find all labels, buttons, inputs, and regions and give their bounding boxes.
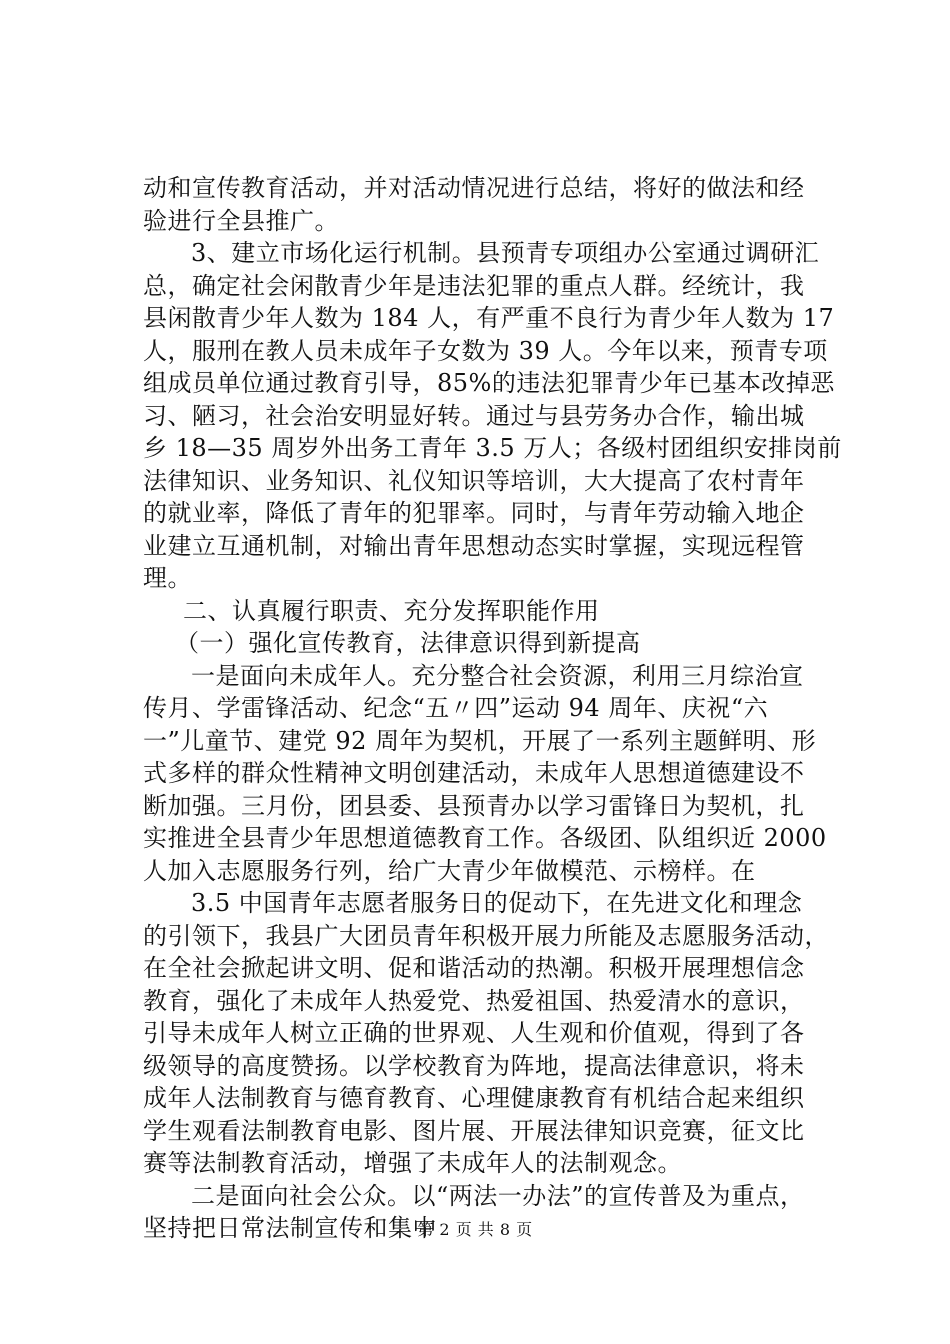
text-line: 动和宣传教育活动，并对活动情况进行总结，将好的做法和经	[143, 174, 805, 202]
text-line: 二是面向社会公众。以“两法一办法”的宣传普及为重点，	[191, 1181, 805, 1210]
section-heading: 二、认真履行职责、充分发挥职能作用	[183, 596, 600, 625]
subsection-heading: （一）强化宣传教育，法律意识得到新提高	[175, 629, 641, 657]
text-line: 教育，强化了未成年人热爱党、热爱祖国、热爱清水的意识，	[143, 986, 805, 1015]
text-line: 法律知识、业务知识、礼仪知识等培训，大大提高了农村青年	[143, 466, 805, 495]
text-line: 一是面向未成年人。充分整合社会资源，利用三月综治宣	[191, 661, 804, 690]
text-line: 乡 18—35 周岁外出务工青年 3.5 万人；各级村团组织安排岗前	[143, 434, 842, 462]
text-line: 3、建立市场化运行机制。县预青专项组办公室通过调研汇	[191, 239, 820, 267]
text-line: 组成员单位通过教育引导，85%的违法犯罪青少年已基本改掉恶	[143, 369, 835, 397]
text-line: 学生观看法制教育电影、图片展、开展法律知识竞赛，征文比	[143, 1116, 805, 1145]
text-line: 传月、学雷锋活动、纪念“五〃四”运动 94 周年、庆祝“六	[143, 694, 769, 722]
text-line: 成年人法制教育与德育教育、心理健康教育有机结合起来组织	[143, 1084, 805, 1112]
text-line: 在全社会掀起讲文明、促和谐活动的热潮。积极开展理想信念	[143, 954, 805, 982]
text-line: 理。	[143, 564, 192, 592]
text-line: 坚持把日常法制宣传和集中	[143, 1214, 437, 1242]
text-line: 赛等法制教育活动，增强了未成年人的法制观念。	[143, 1149, 682, 1177]
text-line: 级领导的高度赞扬。以学校教育为阵地，提高法律意识，将未	[143, 1051, 805, 1080]
text-line: 的就业率，降低了青年的犯罪率。同时，与青年劳动输入地企	[143, 499, 805, 527]
page-number-footer: 第 2 页 共 8 页	[417, 1220, 533, 1239]
text-line: 习、陋习，社会治安明显好转。通过与县劳务办合作，输出城	[143, 401, 805, 430]
text-line: 式多样的群众性精神文明创建活动，未成年人思想道德建设不	[143, 759, 805, 787]
text-line: 验进行全县推广。	[143, 206, 339, 235]
text-line: 一”儿童节、建党 92 周年为契机，开展了一系列主题鲜明、形	[143, 726, 817, 755]
text-line: 县闲散青少年人数为 184 人，有严重不良行为青少年人数为 17	[143, 304, 835, 332]
text-line: 引导未成年人树立正确的世界观、人生观和价值观，得到了各	[143, 1019, 805, 1047]
text-line: 业建立互通机制，对输出青年思想动态实时掌握，实现远程管	[143, 531, 805, 560]
text-line: 总，确定社会闲散青少年是违法犯罪的重点人群。经统计，我	[143, 271, 805, 300]
text-line: 3.5 中国青年志愿者服务日的促动下，在先进文化和理念	[191, 889, 803, 917]
text-line: 人加入志愿服务行列，给广大青少年做模范、示榜样。在	[143, 856, 756, 885]
text-line: 人，服刑在教人员未成年子女数为 39 人。今年以来，预青专项	[143, 336, 828, 365]
text-line: 断加强。三月份，团县委、县预青办以学习雷锋日为契机，扎	[143, 791, 805, 820]
document-body	[143, 172, 842, 1245]
text-line: 的引领下，我县广大团员青年积极开展力所能及志愿服务活动，	[143, 921, 829, 950]
text-line: 实推进全县青少年思想道德教育工作。各级团、队组织近 2000	[143, 824, 827, 852]
